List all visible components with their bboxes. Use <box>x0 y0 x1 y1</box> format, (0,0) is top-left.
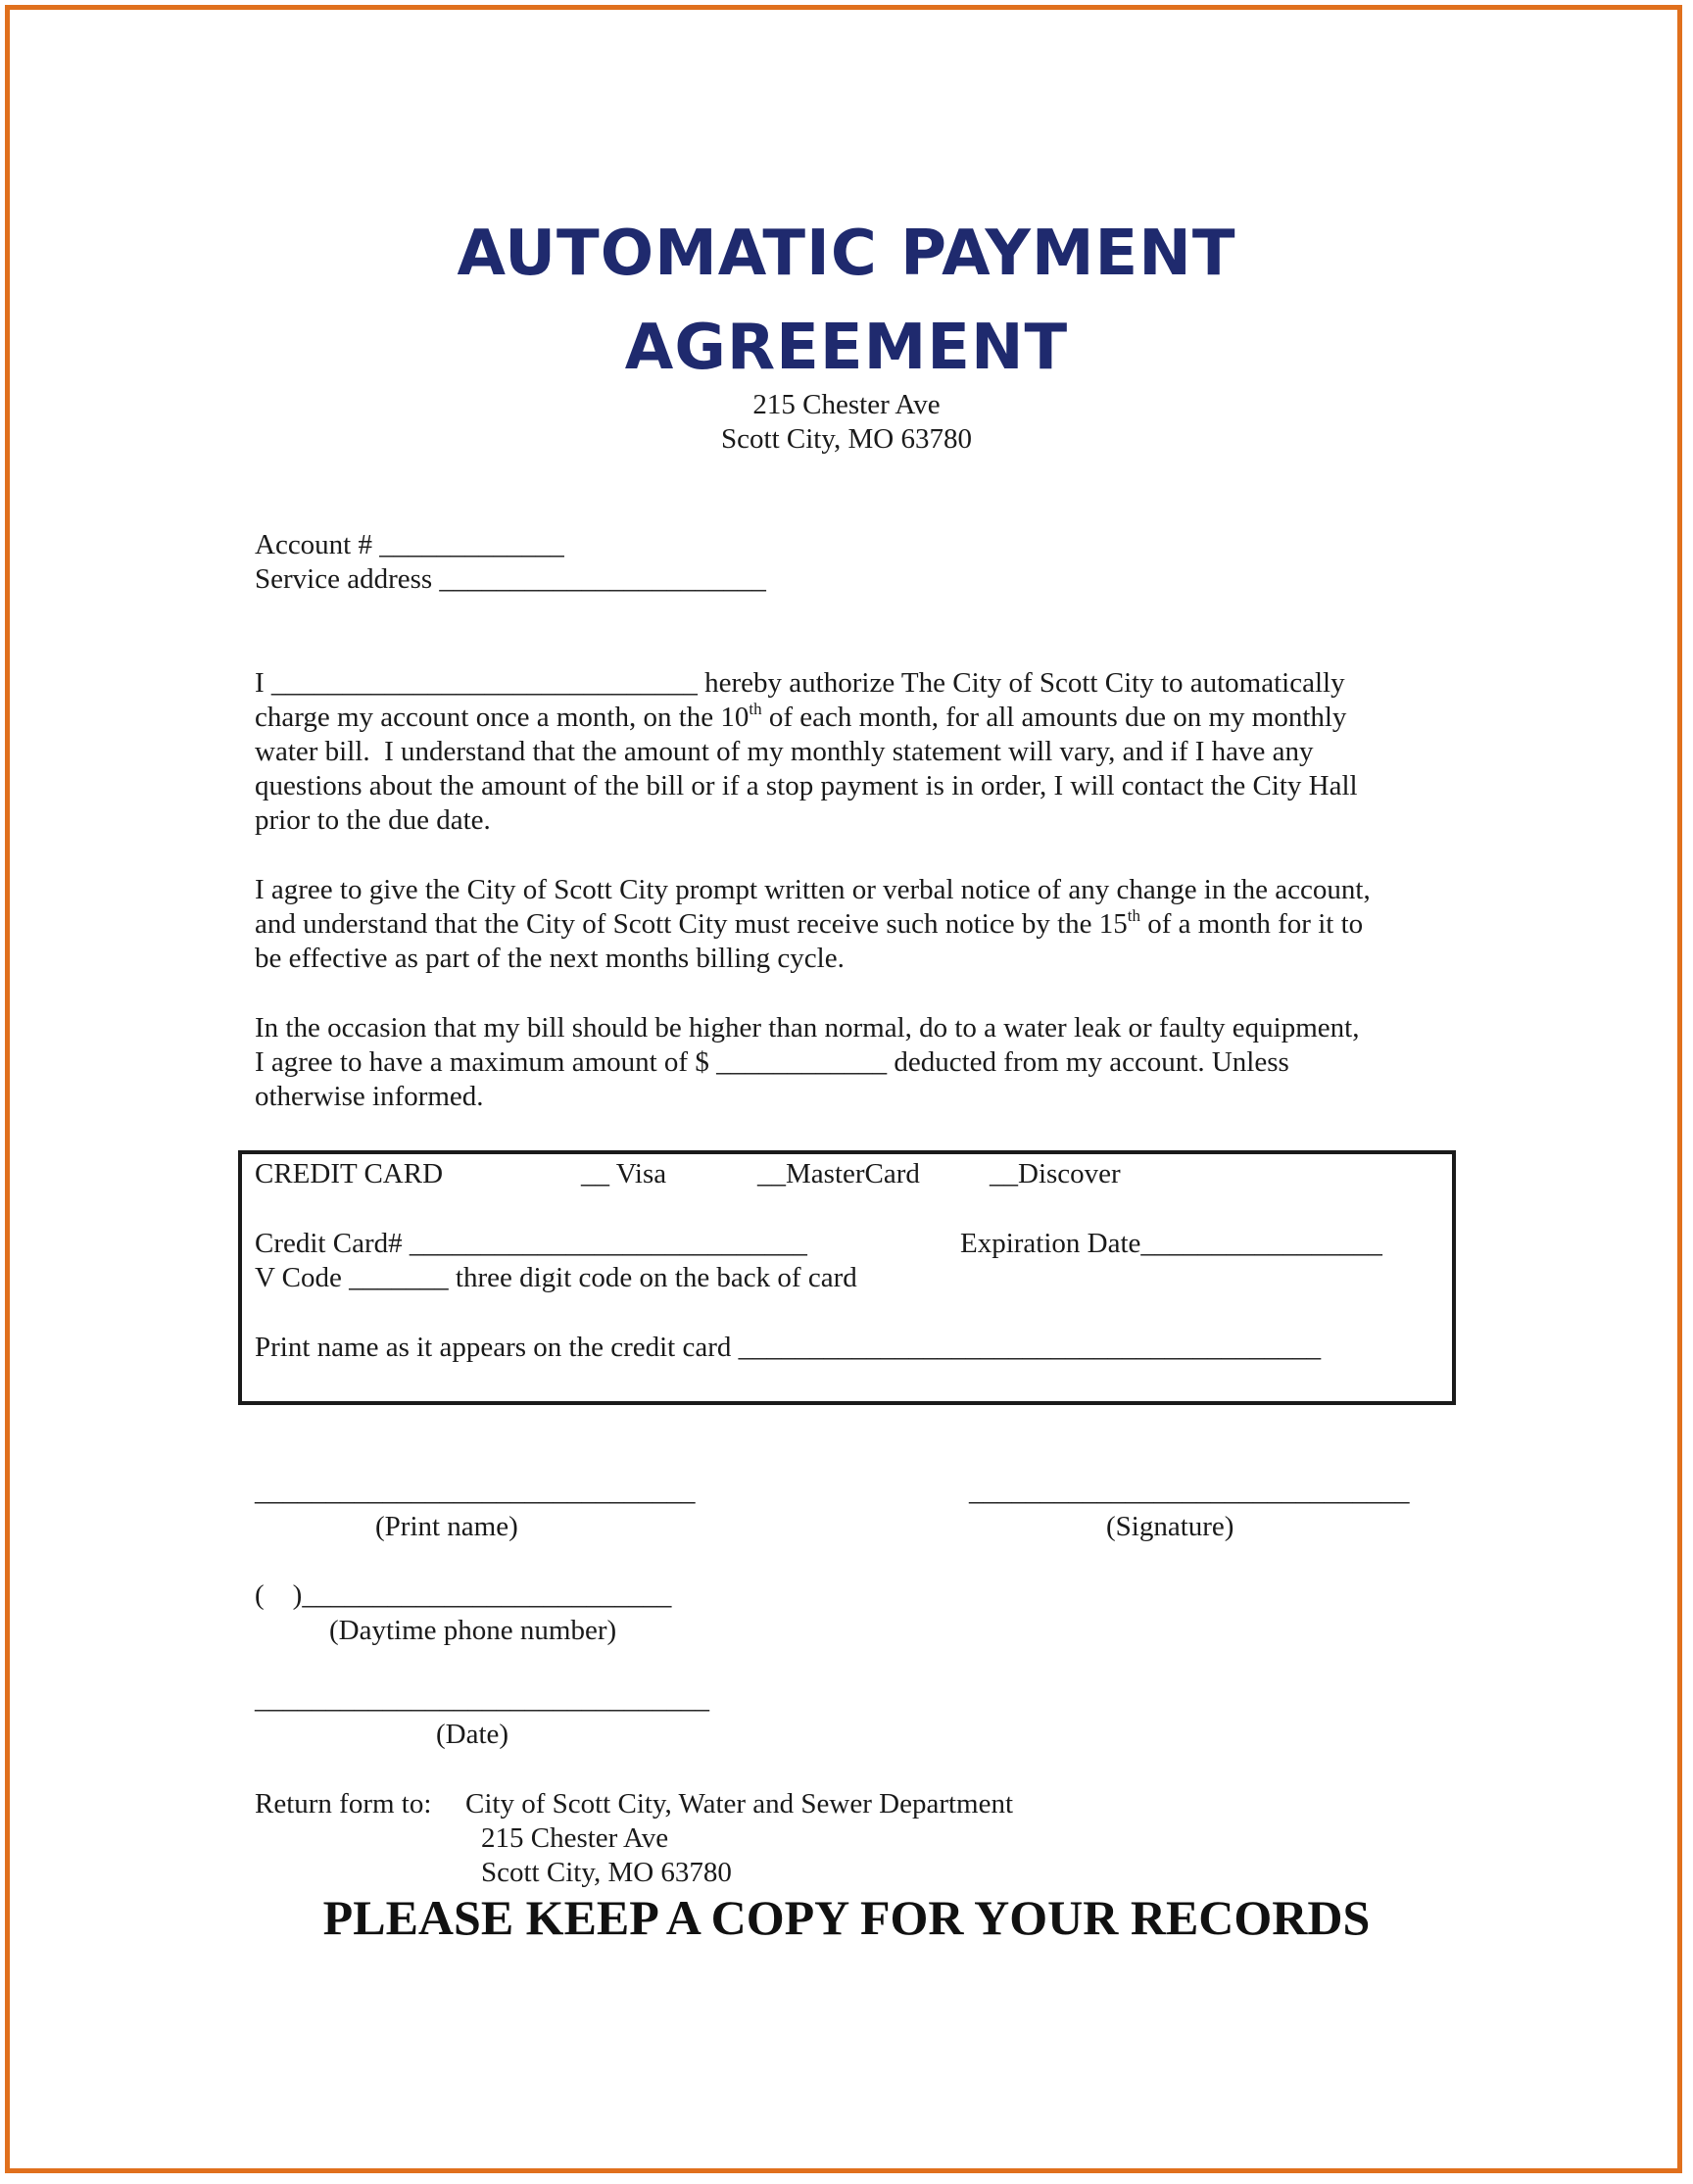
header-address-line2: Scott City, MO 63780 <box>721 423 972 455</box>
keep-copy-notice: PLEASE KEEP A COPY FOR YOUR RECORDS <box>322 1890 1371 1945</box>
ordinal-suffix: th <box>749 700 762 718</box>
text-segment: of each month, for all amounts due on my monthly <box>761 702 1347 733</box>
v-code-field[interactable]: V Code _______ three digit code on the back of card <box>255 1262 857 1293</box>
form-title-line2: AGREEMENT <box>624 312 1069 384</box>
credit-card-label: CREDIT CARD <box>255 1158 444 1189</box>
signature-caption: (Signature) <box>1106 1511 1234 1542</box>
date-caption: (Date) <box>436 1719 509 1750</box>
return-address-line3: Scott City, MO 63780 <box>481 1857 732 1888</box>
notice-paragraph <box>255 873 1470 976</box>
expiration-date-field[interactable]: Expiration Date_________________ <box>960 1228 1382 1259</box>
signature-rule[interactable]: _______________________________ <box>969 1476 1410 1507</box>
paragraph-line: In the occasion that my bill should be higher than normal, do to a water leak or faulty equipment, <box>255 1012 1360 1043</box>
text-segment: of a month for it to <box>1140 908 1364 940</box>
paragraph-line: water bill. I understand that the amount of my monthly statement will vary, and if I have any <box>255 736 1314 767</box>
print-name-caption: (Print name) <box>375 1511 518 1542</box>
form-title-line1: AUTOMATIC PAYMENT <box>457 218 1236 290</box>
maximum-amount-paragraph <box>255 1011 1470 1114</box>
paragraph-line: prior to the due date. <box>255 804 491 836</box>
print-name-rule[interactable]: _______________________________ <box>255 1476 696 1507</box>
service-address-field[interactable]: Service address _______________________ <box>255 563 766 595</box>
paragraph-line: questions about the amount of the bill or if a stop payment is in order, I will contact the City Hall <box>255 770 1358 801</box>
paragraph-line <box>255 701 1470 735</box>
paragraph-line <box>255 907 1470 942</box>
account-number-field[interactable]: Account # _____________ <box>255 529 564 560</box>
text-segment: and understand that the City of Scott City must receive such notice by the 15 <box>255 908 1128 940</box>
authorization-paragraph <box>255 666 1470 838</box>
header-address-line1: 215 Chester Ave <box>752 389 941 420</box>
ordinal-suffix: th <box>1127 906 1140 925</box>
paragraph-line: be effective as part of the next months billing cycle. <box>255 943 845 974</box>
mastercard-option[interactable]: __MasterCard <box>757 1158 920 1189</box>
paragraph-line: I ______________________________ hereby authorize The City of Scott City to automatically <box>255 667 1345 699</box>
cardholder-name-field[interactable]: Print name as it appears on the credit card _________________________________________ <box>255 1332 1322 1363</box>
return-address-line1: City of Scott City, Water and Sewer Department <box>465 1788 1014 1820</box>
visa-option[interactable]: __ Visa <box>581 1158 667 1189</box>
maximum-amount-field[interactable]: I agree to have a maximum amount of $ ____________ deducted from my account. Unless <box>255 1046 1289 1078</box>
text-segment: charge my account once a month, on the 10 <box>255 702 750 733</box>
credit-card-number-field[interactable]: Credit Card# ____________________________ <box>255 1228 807 1259</box>
discover-option[interactable]: __Discover <box>990 1158 1121 1189</box>
daytime-phone-caption: (Daytime phone number) <box>329 1615 617 1646</box>
paragraph-line: otherwise informed. <box>255 1081 484 1112</box>
return-form-label: Return form to: <box>255 1788 432 1820</box>
return-address-line2: 215 Chester Ave <box>481 1822 669 1854</box>
date-rule[interactable]: ________________________________ <box>255 1683 709 1715</box>
paragraph-line: I agree to give the City of Scott City prompt written or verbal notice of any change in the account, <box>255 874 1371 905</box>
daytime-phone-rule[interactable]: ( )__________________________ <box>255 1579 672 1611</box>
